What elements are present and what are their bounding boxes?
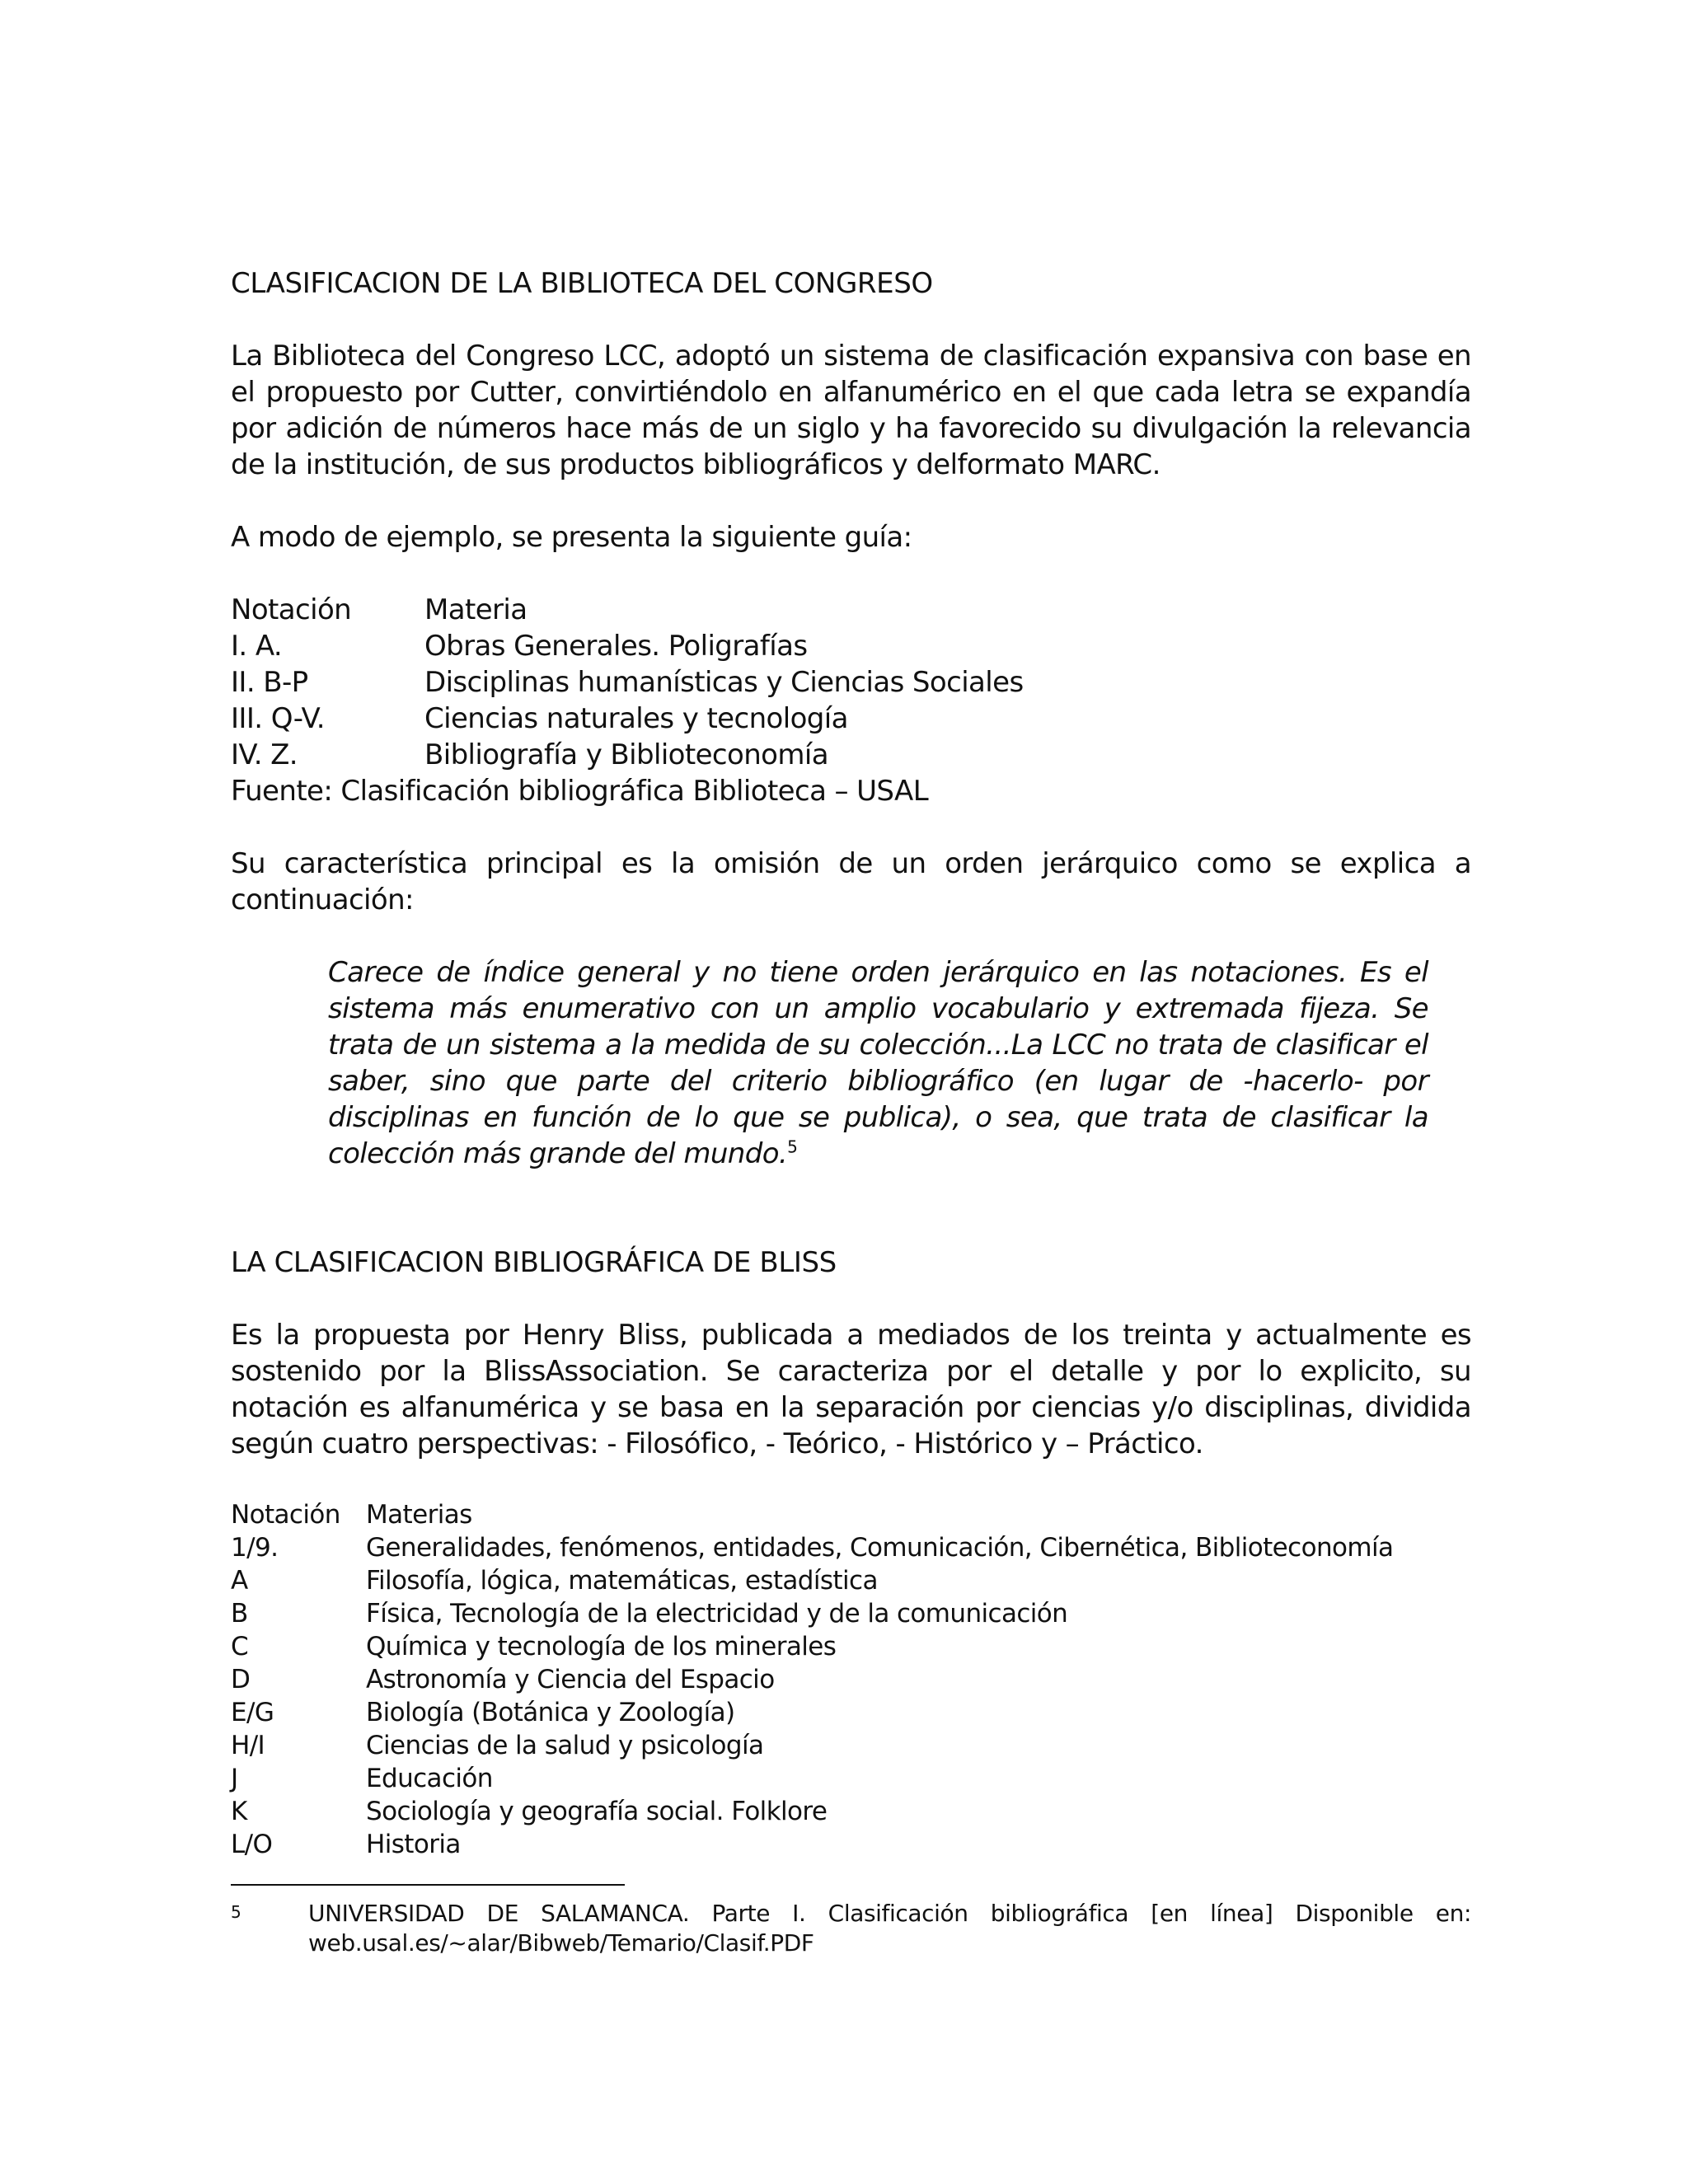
footnote-text: UNIVERSIDAD DE SALAMANCA. Parte I. Clasificación bibliográfica [en línea] Disponible en: web.usal.es/~alar/Bibweb/Temario/Clasif.PDF	[308, 1900, 1471, 1957]
section-title-lcc: CLASIFICACION DE LA BIBLIOTECA DEL CONGRESO	[231, 267, 933, 300]
lcc-guide-table	[231, 592, 1471, 809]
bliss-subject: Sociología y geografía social. Folklore	[366, 1797, 828, 1826]
bliss-notation: L/O	[231, 1830, 273, 1859]
quote-text: Carece de índice general y no tiene orden jerárquico en las notaciones. Es el sistema más enumerativo con un amplio vocabulario y extremada fijeza. Se trata de un sistema a la medida de su colección...La LCC no trata de clasificar el saber, sino que parte del criterio bibliográfico (en lugar de ‑hacerlo‑ por disciplinas en función de lo que se publica), o sea, que trata de clasificar la colección más grande del mundo.	[328, 956, 1428, 1170]
table-row	[231, 1696, 1471, 1729]
table-row	[231, 1762, 1471, 1795]
footnote-number: 5	[231, 1902, 241, 1922]
bliss-header-row	[231, 1498, 1471, 1531]
guide-header-row	[231, 592, 1471, 628]
table-row	[231, 1531, 1471, 1564]
bliss-subject: Física, Tecnología de la electricidad y de la comunicación	[366, 1599, 1068, 1629]
guide-notation: II. B-P	[231, 666, 308, 699]
bliss-subject: Ciencias de la salud y psicología	[366, 1731, 764, 1760]
bliss-notation: B	[231, 1599, 248, 1629]
table-row	[231, 1795, 1471, 1828]
bliss-subject: Generalidades, fenómenos, entidades, Comunicación, Cibernética, Biblioteconomía	[366, 1533, 1394, 1563]
guide-header-subject: Materia	[424, 593, 528, 626]
table-row	[231, 1828, 1471, 1861]
bliss-notation: H/I	[231, 1731, 265, 1760]
bliss-notation: A	[231, 1566, 248, 1596]
bliss-notation: E/G	[231, 1698, 274, 1727]
bliss-paragraph: Es la propuesta por Henry Bliss, publicada a mediados de los treinta y actualmente es sostenido por la BlissAssociation. Se caracteriza por el detalle y por lo explicito, su notación es alfanumérica y se basa en la separación por ciencias y/o disciplinas, dividida según cuatro perspectivas: - Filosófico, - Teórico, - Histórico y – Práctico.	[231, 1319, 1471, 1460]
table-row	[231, 1630, 1471, 1663]
bliss-subject: Astronomía y Ciencia del Espacio	[366, 1665, 775, 1694]
guide-row	[231, 628, 1471, 664]
guide-subject: Ciencias naturales y tecnología	[424, 702, 848, 735]
bliss-subject: Filosofía, lógica, matemáticas, estadística	[366, 1566, 878, 1596]
characteristic-paragraph: Su característica principal es la omisión de un orden jerárquico como se explica a continuación:	[231, 847, 1471, 916]
bliss-subject: Biología (Botánica y Zoología)	[366, 1698, 735, 1727]
guide-notation: I. A.	[231, 630, 283, 663]
guide-row	[231, 737, 1471, 773]
bliss-table	[231, 1498, 1471, 1861]
lcc-paragraph: La Biblioteca del Congreso LCC, adoptó un sistema de clasificación expansiva con base en el propuesto por Cutter, convirtiéndolo en alfanumérico en el que cada letra se expandía por adición de números hace más de un siglo y ha favorecido su divulgación la relevancia de la institución, de sus productos bibliográficos y delformato MARC.	[231, 340, 1471, 481]
bliss-header-notation: Notación	[231, 1500, 340, 1530]
guide-notation: IV. Z.	[231, 738, 298, 771]
guide-subject: Disciplinas humanísticas y Ciencias Sociales	[424, 666, 1024, 699]
bliss-notation: K	[231, 1797, 247, 1826]
block-quote	[328, 954, 1428, 1172]
guide-header-notation: Notación	[231, 593, 352, 626]
bliss-notation: D	[231, 1665, 251, 1694]
bliss-notation: C	[231, 1632, 249, 1661]
bliss-subject: Educación	[366, 1764, 493, 1793]
bliss-notation: 1/9.	[231, 1533, 279, 1563]
guide-notation: III. Q-V.	[231, 702, 325, 735]
table-row	[231, 1729, 1471, 1762]
guide-row	[231, 664, 1471, 701]
bliss-header-subject: Materias	[366, 1500, 472, 1530]
bliss-subject: Historia	[366, 1830, 461, 1859]
footnote-divider	[231, 1884, 625, 1886]
guide-subject: Bibliografía y Biblioteconomía	[424, 738, 828, 771]
guide-source: Fuente: Clasificación bibliográfica Biblioteca – USAL	[231, 775, 929, 808]
footnote-reference: 5	[787, 1137, 798, 1157]
section-title-bliss: LA CLASIFICACION BIBLIOGRÁFICA DE BLISS	[231, 1246, 837, 1279]
table-row	[231, 1564, 1471, 1597]
guide-intro: A modo de ejemplo, se presenta la siguiente guía:	[231, 521, 912, 554]
bliss-notation: J	[231, 1764, 238, 1793]
table-row	[231, 1663, 1471, 1696]
guide-subject: Obras Generales. Poligrafías	[424, 630, 808, 663]
table-row	[231, 1597, 1471, 1630]
page-content	[231, 265, 1471, 1861]
guide-row	[231, 701, 1471, 737]
footnote	[231, 1899, 1471, 1958]
bliss-subject: Química y tecnología de los minerales	[366, 1632, 837, 1661]
